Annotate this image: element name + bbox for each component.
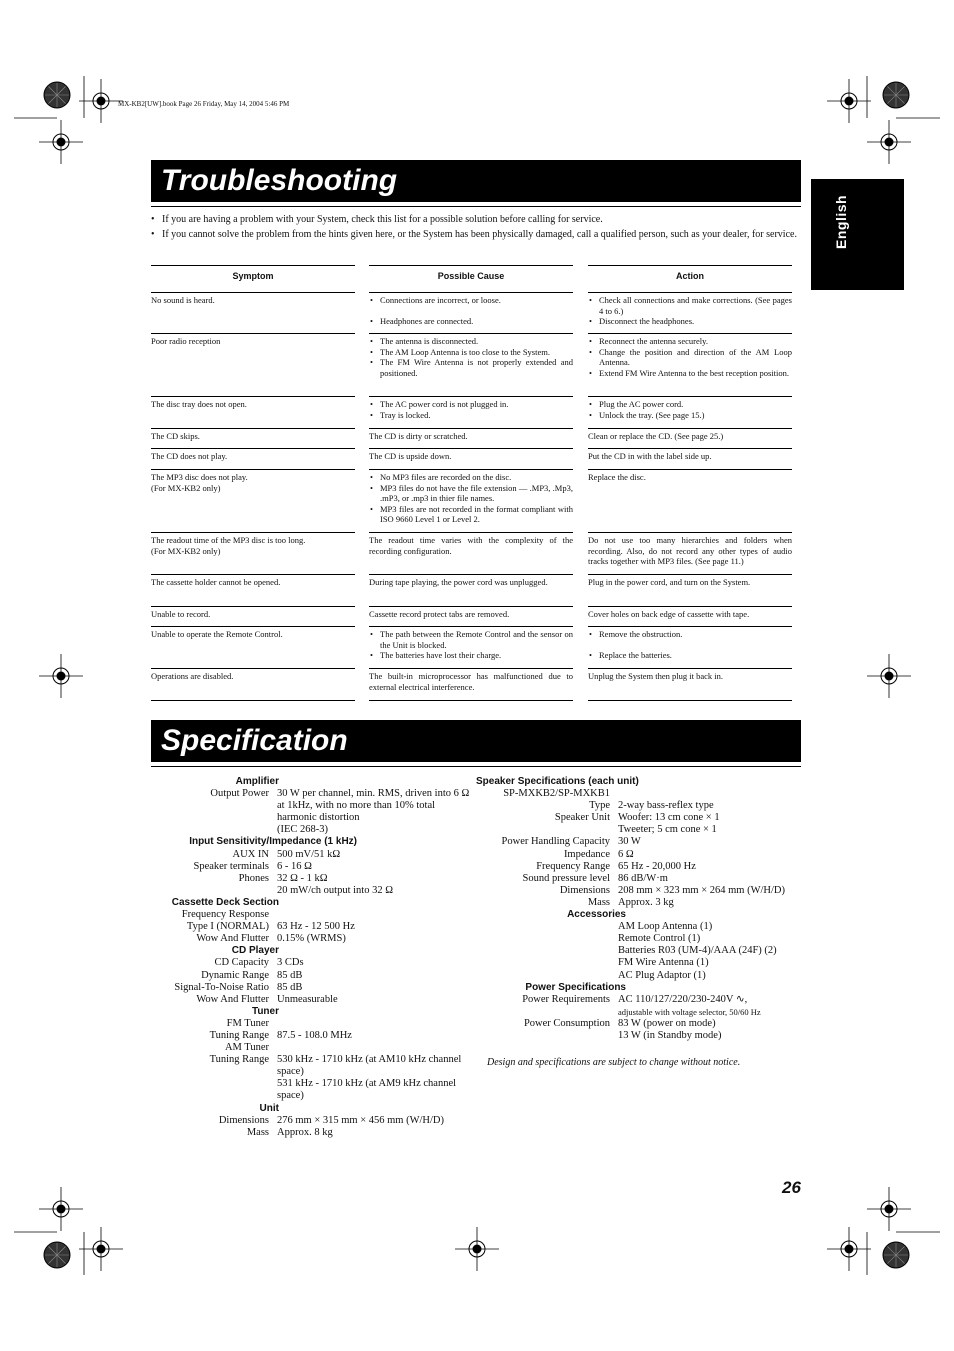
spec-row: [151, 933, 471, 945]
spec-row: [476, 873, 801, 885]
cause-cell: [369, 399, 573, 420]
symptom-cell: Unable to operate the Remote Control.: [151, 629, 283, 639]
spec-row: [151, 849, 471, 861]
action-item: • Extend FM Wire Antenna to the best reception position.: [588, 368, 792, 379]
action-cell: [588, 295, 792, 327]
cause-item: • The path between the Remote Control and the sensor on the Unit is blocked.: [369, 629, 573, 650]
action-cell: Do not use too many hierarchies and folders when recording. Also, do not record any other types of audio tracks together with MP3 files. (See page 11.): [588, 535, 792, 566]
spec-label: Dimensions: [559, 884, 610, 896]
spec-section-title: Unit: [259, 1102, 279, 1114]
action-cell: Cover holes on back edge of cassette with tape.: [588, 609, 750, 619]
spec-row: [151, 873, 471, 885]
spec-section-heading: [476, 982, 801, 994]
intro-bullet: • If you are having a problem with your System, check this list for a possible solution before calling for service.: [151, 213, 801, 228]
row-rule: [588, 606, 792, 607]
action-cell: Replace the disc.: [588, 472, 646, 482]
action-cell: Clean or replace the CD. (See page 25.): [588, 431, 724, 441]
cause-item: • No MP3 files are recorded on the disc.: [369, 472, 573, 483]
action-cell: Plug in the power cord, and turn on the System.: [588, 577, 751, 587]
row-rule: [369, 574, 573, 575]
spec-value: 32 Ω - 1 kΩ: [277, 872, 328, 884]
spec-label: [476, 933, 618, 945]
spec-row: [476, 861, 801, 873]
spec-section-heading: [151, 1006, 471, 1018]
spec-section-heading: [476, 909, 801, 921]
row-rule: [588, 668, 792, 669]
spec-value: Batteries R03 (UM-4)/AAA (24F) (2): [618, 945, 777, 957]
cause-item: • Connections are incorrect, or loose.: [369, 295, 573, 306]
spec-right-column: [476, 776, 801, 1042]
row-rule: [588, 396, 792, 397]
spec-label: Wow And Flutter: [196, 933, 269, 945]
spec-label: Speaker terminals: [193, 860, 269, 872]
symptom-cell: The CD does not play.: [151, 451, 228, 461]
cause-item: • The FM Wire Antenna is not properly extended and positioned.: [369, 357, 573, 378]
spec-value: Approx. 8 kg: [277, 1126, 333, 1138]
cause-cell: [369, 629, 573, 661]
row-rule: [588, 333, 792, 334]
action-cell: Put the CD in with the label side up.: [588, 451, 712, 461]
spec-label: [476, 1006, 618, 1018]
column-header: Symptom: [232, 271, 274, 281]
spec-value: (IEC 268-3): [277, 824, 329, 836]
spec-row: [151, 1078, 471, 1102]
spec-value: 63 Hz - 12 500 Hz: [277, 921, 355, 933]
row-rule: [151, 396, 355, 397]
spec-section-heading: [151, 776, 471, 788]
spec-value: 6 - 16 Ω: [277, 860, 312, 872]
table-header-rule: [369, 265, 573, 266]
row-rule: [151, 333, 355, 334]
spec-section-heading: [151, 945, 471, 957]
spec-label: [151, 824, 277, 836]
spec-label: [151, 885, 277, 897]
spec-label: [476, 1030, 618, 1042]
spec-label: Impedance: [563, 848, 610, 860]
spec-label: Phones: [238, 872, 269, 884]
spec-note: Design and specifications are subject to change without notice.: [487, 1057, 741, 1068]
row-rule: [369, 668, 573, 669]
action-item: • Check all connections and make corrections. (See pages 4 to 6.): [588, 295, 792, 316]
action-cell: Unplug the System then plug it back in.: [588, 671, 724, 681]
spec-row: [476, 885, 801, 897]
spec-label: [476, 921, 618, 933]
spec-section-heading: [151, 1103, 471, 1115]
spec-label: CD Capacity: [214, 957, 269, 969]
spec-row: [476, 994, 801, 1006]
cause-item: • Tray is locked.: [369, 410, 573, 421]
spec-value: 85 dB: [277, 981, 303, 993]
spec-value: Tweeter; 5 cm cone × 1: [618, 824, 717, 836]
spec-section-heading: [151, 836, 471, 848]
spec-label: Power Handling Capacity: [501, 836, 610, 848]
row-rule: [588, 532, 792, 533]
cause-item: • The AC power cord is not plugged in.: [369, 399, 573, 410]
cause-cell: The built-in microprocessor has malfunctioned due to external electrical interference.: [369, 671, 573, 692]
table-header-rule: [151, 265, 355, 266]
spec-label: Tuning Range: [209, 1054, 269, 1066]
intro-bullet: • If you cannot solve the problem from the hints given here, or the System has been physically damaged, call a qualified person, such as your dealer, for service.: [151, 228, 801, 243]
row-rule: [151, 532, 355, 533]
spec-row: [476, 1030, 801, 1042]
troubleshooting-intro: [151, 213, 801, 242]
spec-value: 3 CDs: [277, 957, 304, 969]
row-rule: [369, 428, 573, 429]
spec-label: AUX IN: [232, 848, 269, 860]
spec-section-title: Amplifier: [235, 776, 279, 787]
symptom-cell: Operations are disabled.: [151, 671, 234, 681]
row-rule: [369, 292, 573, 293]
symptom-cell: The MP3 disc does not play. (For MX-KB2 only): [151, 472, 248, 493]
spec-value: 85 dB: [277, 969, 303, 981]
row-rule: [588, 469, 792, 470]
symptom-cell: The readout time of the MP3 disc is too long. (For MX-KB2 only): [151, 535, 306, 556]
cause-cell: [369, 295, 573, 326]
row-rule: [151, 448, 355, 449]
language-tab: [811, 179, 904, 290]
symptom-cell: Poor radio reception: [151, 336, 221, 346]
row-rule: [369, 396, 573, 397]
spec-value: adjustable with voltage selector, 50/60 Hz: [618, 1006, 761, 1017]
spec-value: 208 mm × 323 mm × 264 mm (W/H/D): [618, 884, 786, 896]
spec-value: AC Plug Adaptor (1): [618, 969, 706, 981]
cause-item: • MP3 files do not have the file extension — .MP3, .Mp3, .mP3, or .mp3 in thier file names.: [369, 483, 573, 504]
spec-label: SP-MXKB2/SP-MXKB1: [503, 788, 610, 800]
symptom-cell: The CD skips.: [151, 431, 200, 441]
spec-value: 276 mm × 315 mm × 456 mm (W/H/D): [277, 1114, 445, 1126]
spec-label: Mass: [587, 896, 610, 908]
spec-label: Wow And Flutter: [196, 993, 269, 1005]
symptom-cell: Unable to record.: [151, 609, 211, 619]
spec-value: 30 W: [618, 836, 641, 848]
row-rule: [369, 700, 573, 701]
spec-value: Woofer: 13 cm cone × 1: [618, 812, 720, 824]
spec-value: Remote Control (1): [618, 933, 701, 945]
spec-row: [151, 970, 471, 982]
row-rule: [151, 668, 355, 669]
spec-value: 2-way bass-reflex type: [618, 800, 714, 812]
spec-section-title: Power Specifications: [525, 981, 626, 993]
spec-value: 83 W (power on mode): [618, 1017, 716, 1029]
spec-value: AC 110/127/220/230-240V ∿,: [618, 993, 748, 1005]
title-rule: [151, 206, 801, 207]
spec-value: 6 Ω: [618, 848, 634, 860]
spec-label: Tuning Range: [209, 1029, 269, 1041]
spec-value: FM Wire Antenna (1): [618, 957, 709, 969]
spec-value: [277, 1018, 471, 1030]
spec-row: [151, 1042, 471, 1054]
action-item: • Unlock the tray. (See page 15.): [588, 410, 792, 421]
spec-row: [476, 812, 801, 824]
spec-row: [151, 1115, 471, 1127]
symptom-cell: The cassette holder cannot be opened.: [151, 577, 281, 587]
cause-item: • The antenna is disconnected.: [369, 336, 573, 347]
spec-label: [476, 824, 618, 836]
cause-cell: [369, 472, 573, 525]
row-rule: [588, 626, 792, 627]
spec-label: Frequency Range: [536, 860, 610, 872]
spec-row: [476, 970, 801, 982]
spec-value: 65 Hz - 20,000 Hz: [618, 860, 696, 872]
spec-row: [151, 921, 471, 933]
spec-label: Sound pressure level: [522, 872, 610, 884]
spec-section-title: CD Player: [231, 945, 279, 957]
row-rule: [151, 626, 355, 627]
row-rule: [369, 469, 573, 470]
spec-value: 20 mW/ch output into 32 Ω: [277, 884, 394, 896]
action-item: • Remove the obstruction.: [588, 629, 792, 640]
spec-row: [151, 1018, 471, 1030]
spec-row: [476, 800, 801, 812]
action-cell: [588, 336, 792, 378]
spec-label: Type I (NORMAL): [186, 921, 269, 933]
action-cell: [588, 629, 792, 660]
spec-value: Unmeasurable: [277, 993, 338, 1005]
spec-value: 531 kHz - 1710 kHz (at AM9 kHz channel space): [277, 1078, 457, 1102]
cause-item: • MP3 files are not recorded in the format compliant with ISO 9660 Level 1 or Level 2.: [369, 504, 573, 525]
spec-row: [151, 982, 471, 994]
action-item: • Reconnect the antenna securely.: [588, 336, 792, 347]
spec-label: Dimensions: [218, 1114, 269, 1126]
spec-title-rule: [151, 766, 801, 767]
spec-value: 86 dB/W·m: [618, 872, 668, 884]
row-rule: [151, 292, 355, 293]
troubleshooting-title: Troubleshooting: [151, 160, 801, 202]
spec-row: [476, 945, 801, 957]
spec-row: [151, 957, 471, 969]
table-header-rule: [588, 265, 792, 266]
cause-cell: The readout time varies with the complexity of the recording configuration.: [369, 535, 573, 556]
action-cell: [588, 399, 792, 420]
spec-value: 530 kHz - 1710 kHz (at AM10 kHz channel space): [277, 1054, 462, 1078]
action-item: • Plug the AC power cord.: [588, 399, 792, 410]
spec-section-title: Speaker Specifications (each unit): [476, 776, 639, 787]
spec-row: [476, 897, 801, 909]
spec-row: [151, 885, 471, 897]
cause-cell: Cassette record protect tabs are removed.: [369, 609, 510, 619]
spec-label: Type: [589, 800, 610, 812]
spec-label: Speaker Unit: [554, 812, 610, 824]
row-rule: [151, 574, 355, 575]
spec-row: [151, 909, 471, 921]
spec-row: [476, 957, 801, 969]
spec-row: [476, 1018, 801, 1030]
spec-value: AM Loop Antenna (1): [618, 921, 713, 933]
spec-section-title: Cassette Deck Section: [171, 896, 279, 908]
spec-row: [476, 836, 801, 848]
row-rule: [369, 606, 573, 607]
symptom-cell: The disc tray does not open.: [151, 399, 247, 409]
spec-label: AM Tuner: [224, 1042, 269, 1054]
cause-item: • Headphones are connected.: [369, 316, 573, 327]
row-rule: [588, 428, 792, 429]
spec-label: [151, 1078, 277, 1102]
spec-row: [151, 1030, 471, 1042]
spec-value: Approx. 3 kg: [618, 896, 674, 908]
spec-section-heading: [476, 776, 801, 788]
spec-label: [476, 945, 618, 957]
action-item: • Change the position and direction of the AM Loop Antenna.: [588, 347, 792, 368]
symptom-cell: No sound is heard.: [151, 295, 215, 305]
row-rule: [588, 574, 792, 575]
column-header: Possible Cause: [437, 271, 505, 281]
spec-label: [476, 970, 618, 982]
row-rule: [588, 700, 792, 701]
row-rule: [369, 626, 573, 627]
spec-row: [151, 788, 471, 824]
action-item: • Replace the batteries.: [588, 650, 792, 661]
spec-section-title: Input Sensitivity/Impedance (1 kHz): [189, 836, 357, 848]
spec-left-column: [151, 776, 471, 1139]
spec-label: [476, 957, 618, 969]
spec-row: [476, 849, 801, 861]
file-info-line: MX-KB2[UW].book Page 26 Friday, May 14, 2004 5:46 PM: [118, 100, 290, 108]
spec-label: Mass: [246, 1126, 269, 1138]
spec-row: [476, 1006, 801, 1018]
spec-value: [618, 788, 801, 800]
spec-value: 0.15% (WRMS): [277, 933, 346, 945]
row-rule: [369, 532, 573, 533]
row-rule: [151, 606, 355, 607]
cause-cell: [369, 336, 573, 378]
spec-label: Signal-To-Noise Ratio: [174, 981, 269, 993]
cause-cell: The CD is upside down.: [369, 451, 452, 461]
row-rule: [151, 700, 355, 701]
row-rule: [588, 448, 792, 449]
spec-row: [476, 933, 801, 945]
spec-label: Power Consumption: [523, 1017, 610, 1029]
column-header: Action: [676, 271, 704, 281]
spec-row: [151, 861, 471, 873]
spec-label: Dynamic Range: [201, 969, 269, 981]
row-rule: [369, 333, 573, 334]
spec-row: [151, 824, 471, 836]
spec-row: [151, 994, 471, 1006]
spec-row: [151, 1127, 471, 1139]
page-number: 26: [782, 1178, 801, 1197]
spec-label: Power Requirements: [522, 993, 610, 1005]
row-rule: [151, 469, 355, 470]
spec-value: [277, 909, 471, 921]
spec-section-heading: [151, 897, 471, 909]
spec-section-title: Accessories: [567, 909, 626, 921]
spec-label: FM Tuner: [226, 1017, 269, 1029]
spec-value: 87.5 - 108.0 MHz: [277, 1029, 352, 1041]
cause-item: • The batteries have lost their charge.: [369, 650, 573, 661]
cause-cell: During tape playing, the power cord was unplugged.: [369, 577, 548, 587]
spec-row: [476, 788, 801, 800]
spec-value: 30 W per channel, min. RMS, driven into 6 Ω at 1kHz, with no more than 10% total harmonic distortion: [277, 788, 470, 824]
spec-value: 13 W (in Standby mode): [618, 1029, 722, 1041]
language-tab-label: English: [833, 194, 849, 249]
spec-label: Output Power: [210, 788, 269, 800]
spec-label: Frequency Response: [181, 909, 269, 921]
action-item: • Disconnect the headphones.: [588, 316, 792, 327]
row-rule: [369, 448, 573, 449]
spec-row: [476, 824, 801, 836]
cause-cell: The CD is dirty or scratched.: [369, 431, 468, 441]
spec-section-title: Tuner: [251, 1005, 279, 1017]
specification-title: Specification: [151, 720, 801, 762]
row-rule: [588, 292, 792, 293]
spec-row: [476, 921, 801, 933]
spec-value: 500 mV/51 kΩ: [277, 848, 341, 860]
cause-item: • The AM Loop Antenna is too close to the System.: [369, 347, 573, 358]
spec-value: [277, 1042, 471, 1054]
spec-row: [151, 1054, 471, 1078]
row-rule: [151, 428, 355, 429]
